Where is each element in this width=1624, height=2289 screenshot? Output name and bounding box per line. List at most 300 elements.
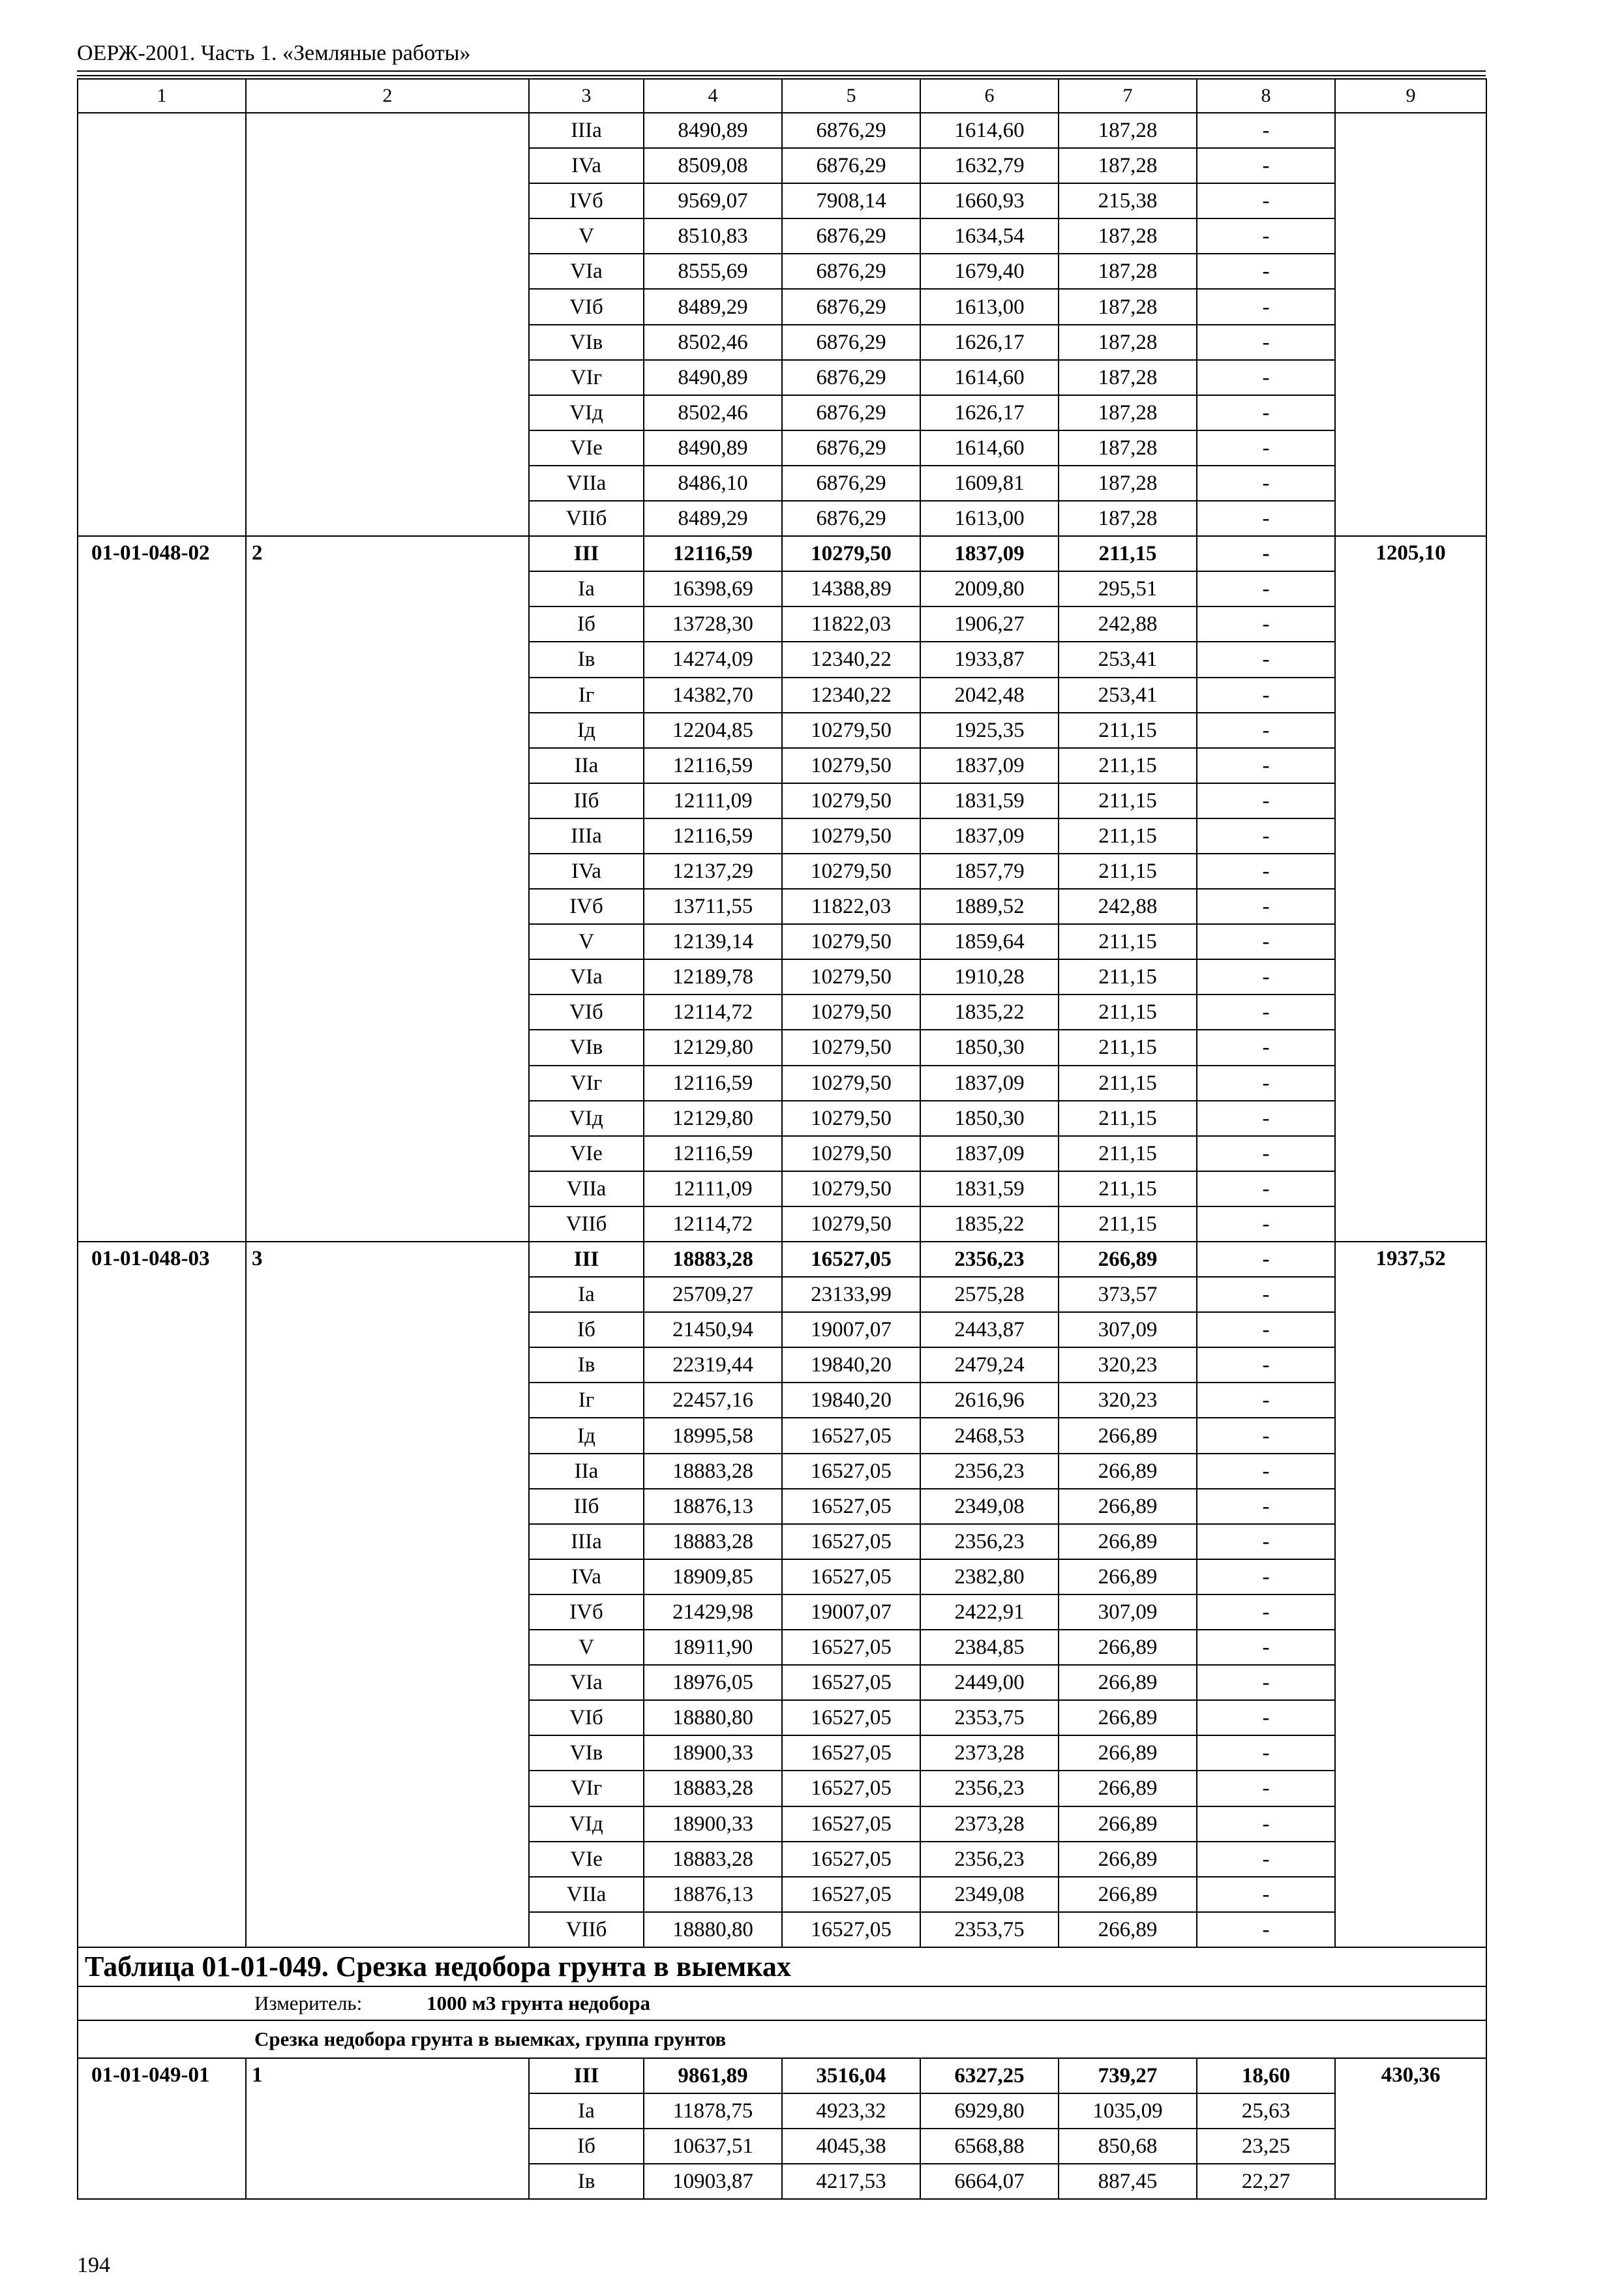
table-cell: 12111,09	[644, 783, 782, 818]
table-cell: 1831,59	[920, 783, 1059, 818]
table-cell: 10279,50	[782, 995, 920, 1030]
table-cell: 187,28	[1059, 218, 1197, 254]
table-cell: 6929,80	[920, 2093, 1059, 2129]
table-cell: 16527,05	[782, 1489, 920, 1524]
table-cell: 12116,59	[644, 818, 782, 854]
rate-number: 3	[246, 1242, 529, 1947]
table-cell: 307,09	[1059, 1312, 1197, 1347]
table-cell: 6664,07	[920, 2164, 1059, 2199]
table-cell: V	[529, 218, 644, 254]
table-cell: 18909,85	[644, 1559, 782, 1594]
table-cell: 21429,98	[644, 1594, 782, 1630]
table-cell: 18900,33	[644, 1806, 782, 1842]
table-cell: 1859,64	[920, 924, 1059, 959]
table-cell: 16527,05	[782, 1877, 920, 1912]
table-cell: -	[1197, 1665, 1335, 1700]
table-cell: -	[1197, 1418, 1335, 1453]
column-number: 4	[644, 79, 782, 113]
table-cell: 10279,50	[782, 1101, 920, 1136]
table-cell: 1609,81	[920, 466, 1059, 501]
table-cell: 10279,50	[782, 536, 920, 571]
table-cell: -	[1197, 748, 1335, 783]
table-cell: 6876,29	[782, 501, 920, 536]
table-cell: 12139,14	[644, 924, 782, 959]
table-cell: 211,15	[1059, 1136, 1197, 1171]
table-cell: IVб	[529, 1594, 644, 1630]
table-cell: -	[1197, 430, 1335, 466]
table-cell: Ia	[529, 2093, 644, 2129]
table-cell: 307,09	[1059, 1594, 1197, 1630]
table-cell: VIIб	[529, 1912, 644, 1947]
table-cell: 13711,55	[644, 889, 782, 924]
table-cell: 2009,80	[920, 571, 1059, 606]
table-cell: 295,51	[1059, 571, 1197, 606]
table-cell: 14274,09	[644, 642, 782, 677]
table-cell: 187,28	[1059, 501, 1197, 536]
table-cell: -	[1197, 1030, 1335, 1065]
table-cell: 187,28	[1059, 430, 1197, 466]
table-cell: -	[1197, 1312, 1335, 1347]
table-cell: -	[1197, 1347, 1335, 1383]
table-cell: 1634,54	[920, 218, 1059, 254]
table-cell: 6876,29	[782, 148, 920, 183]
table-cell: 266,89	[1059, 1454, 1197, 1489]
table-cell: 211,15	[1059, 995, 1197, 1030]
table-cell: 12189,78	[644, 959, 782, 995]
table-cell: 18880,80	[644, 1912, 782, 1947]
table-cell: -	[1197, 536, 1335, 571]
table-cell: -	[1197, 1242, 1335, 1277]
table-cell: -	[1197, 713, 1335, 748]
table-cell: -	[1197, 395, 1335, 430]
table-cell: 2353,75	[920, 1700, 1059, 1735]
table-cell: Iб	[529, 606, 644, 642]
table-cell: 10279,50	[782, 713, 920, 748]
table-cell: 18883,28	[644, 1842, 782, 1877]
table-cell: 16527,05	[782, 1242, 920, 1277]
table-cell: 266,89	[1059, 1842, 1197, 1877]
table-cell: VIв	[529, 1030, 644, 1065]
table-cell: 11822,03	[782, 889, 920, 924]
table-cell: Iг	[529, 678, 644, 713]
table-cell: 187,28	[1059, 148, 1197, 183]
table-cell: VIг	[529, 360, 644, 395]
table-cell: 2042,48	[920, 678, 1059, 713]
table-cell: -	[1197, 1559, 1335, 1594]
table-cell: 1837,09	[920, 1136, 1059, 1171]
table-cell: 13728,30	[644, 606, 782, 642]
table-cell: VIa	[529, 959, 644, 995]
table-cell: 11822,03	[782, 606, 920, 642]
table-cell: -	[1197, 113, 1335, 148]
table-cell: 10279,50	[782, 959, 920, 995]
table-cell: 1626,17	[920, 325, 1059, 360]
table-cell: 320,23	[1059, 1383, 1197, 1418]
table-cell: 373,57	[1059, 1277, 1197, 1312]
table-cell: 1835,22	[920, 995, 1059, 1030]
table-cell: -	[1197, 571, 1335, 606]
column-number-row	[78, 79, 1486, 113]
table-cell: 1035,09	[1059, 2093, 1197, 2129]
table-cell: 12129,80	[644, 1030, 782, 1065]
table-cell: 1857,79	[920, 854, 1059, 889]
table-cell: 12116,59	[644, 536, 782, 571]
table-cell: 2349,08	[920, 1877, 1059, 1912]
table-cell: 211,15	[1059, 748, 1197, 783]
table-cell: 2479,24	[920, 1347, 1059, 1383]
column-number: 2	[246, 79, 529, 113]
table-cell: 8490,89	[644, 113, 782, 148]
table-cell: -	[1197, 1700, 1335, 1735]
table-cell: IIIa	[529, 113, 644, 148]
table-cell: V	[529, 1630, 644, 1665]
table-cell: Iв	[529, 1347, 644, 1383]
table-cell: 18876,13	[644, 1489, 782, 1524]
table-cell: 1679,40	[920, 254, 1059, 289]
table-cell: 211,15	[1059, 1066, 1197, 1101]
table-cell: 266,89	[1059, 1489, 1197, 1524]
table-cell: IVa	[529, 854, 644, 889]
table-cell: 2384,85	[920, 1630, 1059, 1665]
table-cell: 2353,75	[920, 1912, 1059, 1947]
table-cell: 7908,14	[782, 183, 920, 218]
table-cell: -	[1197, 1524, 1335, 1559]
table-cell: 887,45	[1059, 2164, 1197, 2199]
header-rule	[77, 70, 1486, 72]
table-cell: -	[1197, 606, 1335, 642]
table-cell: 16527,05	[782, 1806, 920, 1842]
measure-value: 1000 м3 грунта недобора	[427, 1991, 650, 2014]
table-cell: 6876,29	[782, 430, 920, 466]
table-cell: 266,89	[1059, 1912, 1197, 1947]
table-cell: 266,89	[1059, 1559, 1197, 1594]
table-cell: 12129,80	[644, 1101, 782, 1136]
table-cell: 211,15	[1059, 1206, 1197, 1242]
table-cell: -	[1197, 218, 1335, 254]
table-cell: -	[1197, 678, 1335, 713]
table-cell: IVб	[529, 183, 644, 218]
header-rule-second	[77, 75, 1486, 76]
table-cell: 2382,80	[920, 1559, 1059, 1594]
table-cell: 18883,28	[644, 1524, 782, 1559]
table-cell: 2349,08	[920, 1489, 1059, 1524]
table-cell: 12204,85	[644, 713, 782, 748]
table-cell: 16527,05	[782, 1665, 920, 1700]
table-cell: 1626,17	[920, 395, 1059, 430]
table-cell: -	[1197, 1066, 1335, 1101]
measure-row	[78, 1986, 1486, 2020]
table-cell: 6876,29	[782, 218, 920, 254]
table-cell: VIa	[529, 254, 644, 289]
table-cell: VIг	[529, 1771, 644, 1806]
table-cell: 187,28	[1059, 466, 1197, 501]
rate-code: 01-01-048-02	[78, 536, 246, 1242]
table-cell: 16398,69	[644, 571, 782, 606]
table-cell: -	[1197, 1912, 1335, 1947]
table-cell: 215,38	[1059, 183, 1197, 218]
table-cell: 187,28	[1059, 289, 1197, 324]
table-cell: IIa	[529, 1454, 644, 1489]
table-cell: V	[529, 924, 644, 959]
rate-number: 2	[246, 536, 529, 1242]
table-cell: Iд	[529, 1418, 644, 1453]
rate-total: 1205,10	[1335, 536, 1486, 1242]
table-cell: VIб	[529, 1700, 644, 1735]
table-cell: VIб	[529, 995, 644, 1030]
table-cell: 12116,59	[644, 1066, 782, 1101]
table-cell: 16527,05	[782, 1912, 920, 1947]
table-cell: 2356,23	[920, 1454, 1059, 1489]
table-cell: IIIa	[529, 1524, 644, 1559]
table-cell: 266,89	[1059, 1242, 1197, 1277]
table-cell: 10279,50	[782, 1171, 920, 1206]
table-cell: 23,25	[1197, 2129, 1335, 2164]
table-cell: -	[1197, 1136, 1335, 1171]
table-cell: VIIб	[529, 1206, 644, 1242]
table-cell: 1925,35	[920, 713, 1059, 748]
table-cell: 266,89	[1059, 1771, 1197, 1806]
table-cell: 18883,28	[644, 1454, 782, 1489]
table-cell: 19007,07	[782, 1594, 920, 1630]
table-cell: 9861,89	[644, 2058, 782, 2093]
table-cell: VIг	[529, 1066, 644, 1101]
table-cell: -	[1197, 1877, 1335, 1912]
table-cell: -	[1197, 501, 1335, 536]
table-cell: 187,28	[1059, 395, 1197, 430]
table-cell: 9569,07	[644, 183, 782, 218]
table-cell: Iд	[529, 713, 644, 748]
table-cell: VIд	[529, 1806, 644, 1842]
table-cell: 253,41	[1059, 642, 1197, 677]
table-cell: VIIб	[529, 501, 644, 536]
table-cell: 1835,22	[920, 1206, 1059, 1242]
table-cell: 18,60	[1197, 2058, 1335, 2093]
table-row	[78, 113, 1486, 148]
table-cell: -	[1197, 1171, 1335, 1206]
table-cell: 2575,28	[920, 1277, 1059, 1312]
table-cell: 8489,29	[644, 501, 782, 536]
table-cell: 1613,00	[920, 501, 1059, 536]
table-cell: 2422,91	[920, 1594, 1059, 1630]
table-cell: 16527,05	[782, 1524, 920, 1559]
table-cell: Iв	[529, 2164, 644, 2199]
table-cell: Iб	[529, 1312, 644, 1347]
table-cell: 266,89	[1059, 1418, 1197, 1453]
column-number: 3	[529, 79, 644, 113]
table-cell: 19840,20	[782, 1347, 920, 1383]
table-cell: 1837,09	[920, 1066, 1059, 1101]
table-cell: 8486,10	[644, 466, 782, 501]
table-cell: -	[1197, 254, 1335, 289]
table-cell: 211,15	[1059, 1101, 1197, 1136]
table-cell: 2356,23	[920, 1242, 1059, 1277]
table-cell: 187,28	[1059, 360, 1197, 395]
rate-code: 01-01-049-01	[78, 2058, 246, 2199]
table-cell: -	[1197, 1735, 1335, 1771]
table-cell: -	[1197, 889, 1335, 924]
table-cell: 266,89	[1059, 1806, 1197, 1842]
table-cell: VIв	[529, 325, 644, 360]
table-cell: 16527,05	[782, 1735, 920, 1771]
table-cell: -	[1197, 289, 1335, 324]
table-cell: 10279,50	[782, 1066, 920, 1101]
table-cell: -	[1197, 1806, 1335, 1842]
table-cell: 19007,07	[782, 1312, 920, 1347]
table-cell: 211,15	[1059, 1030, 1197, 1065]
table-cell: 23133,99	[782, 1277, 920, 1312]
table-cell: -	[1197, 959, 1335, 995]
table-cell: 22319,44	[644, 1347, 782, 1383]
table-cell: 6876,29	[782, 325, 920, 360]
table-cell: 8509,08	[644, 148, 782, 183]
table-cell: 22,27	[1197, 2164, 1335, 2199]
table-cell: -	[1197, 1489, 1335, 1524]
table-title-row	[78, 1947, 1486, 1986]
name-cell	[246, 113, 529, 536]
table-cell: 16527,05	[782, 1771, 920, 1806]
table-cell: 12340,22	[782, 678, 920, 713]
table-cell: 10279,50	[782, 1136, 920, 1171]
table-cell: 187,28	[1059, 325, 1197, 360]
table-cell: 6876,29	[782, 466, 920, 501]
table-cell: 22457,16	[644, 1383, 782, 1418]
table-cell: 1837,09	[920, 818, 1059, 854]
table-cell: 242,88	[1059, 889, 1197, 924]
table-cell: 10279,50	[782, 783, 920, 818]
table-cell: 3516,04	[782, 2058, 920, 2093]
table-cell: 1831,59	[920, 1171, 1059, 1206]
table-cell: 21450,94	[644, 1312, 782, 1347]
table-cell: IVб	[529, 889, 644, 924]
table-cell: -	[1197, 1594, 1335, 1630]
table-cell: 2616,96	[920, 1383, 1059, 1418]
table-cell: -	[1197, 183, 1335, 218]
table-cell: IVa	[529, 1559, 644, 1594]
table-cell: 211,15	[1059, 924, 1197, 959]
table-cell: -	[1197, 995, 1335, 1030]
table-cell: 1614,60	[920, 360, 1059, 395]
rate-total: 1937,52	[1335, 1242, 1486, 1947]
column-number: 1	[78, 79, 246, 113]
table-cell: VIд	[529, 1101, 644, 1136]
table-cell: 6876,29	[782, 360, 920, 395]
table-cell: 18876,13	[644, 1877, 782, 1912]
table-cell: 6876,29	[782, 395, 920, 430]
table-cell: 10279,50	[782, 1030, 920, 1065]
table-cell: 8490,89	[644, 430, 782, 466]
table-cell: -	[1197, 1277, 1335, 1312]
table-cell: 253,41	[1059, 678, 1197, 713]
table-cell: 12114,72	[644, 995, 782, 1030]
table-cell: -	[1197, 148, 1335, 183]
table-cell: -	[1197, 1842, 1335, 1877]
table-cell: 18900,33	[644, 1735, 782, 1771]
table-cell: 12137,29	[644, 854, 782, 889]
table-cell: 6876,29	[782, 254, 920, 289]
table-cell: 18911,90	[644, 1630, 782, 1665]
table-cell: 4217,53	[782, 2164, 920, 2199]
table-cell: Iг	[529, 1383, 644, 1418]
table-cell: 266,89	[1059, 1735, 1197, 1771]
table-cell: 1837,09	[920, 748, 1059, 783]
table-cell: Ia	[529, 1277, 644, 1312]
table-cell: 10637,51	[644, 2129, 782, 2164]
table-cell: -	[1197, 325, 1335, 360]
table-cell: 4923,32	[782, 2093, 920, 2129]
table-cell: 10279,50	[782, 748, 920, 783]
rate-number: 1	[246, 2058, 529, 2199]
table-cell: -	[1197, 360, 1335, 395]
table-cell: VIIa	[529, 1171, 644, 1206]
table-cell: 2356,23	[920, 1842, 1059, 1877]
table-cell: 16527,05	[782, 1842, 920, 1877]
table-cell: 10903,87	[644, 2164, 782, 2199]
table-cell: VIe	[529, 1136, 644, 1171]
table-cell: -	[1197, 1383, 1335, 1418]
table-cell: 187,28	[1059, 254, 1197, 289]
table-cell: 1906,27	[920, 606, 1059, 642]
page-number: 194	[77, 2253, 110, 2277]
table-cell: 1933,87	[920, 642, 1059, 677]
table-cell: VIe	[529, 1842, 644, 1877]
code-cell	[78, 113, 246, 536]
rate-code: 01-01-048-03	[78, 1242, 246, 1947]
table-cell: 2356,23	[920, 1524, 1059, 1559]
table-cell: 211,15	[1059, 1171, 1197, 1206]
table-cell: 1660,93	[920, 183, 1059, 218]
table-cell: 266,89	[1059, 1630, 1197, 1665]
table-cell: 266,89	[1059, 1877, 1197, 1912]
column-number: 5	[782, 79, 920, 113]
table-cell: 1613,00	[920, 289, 1059, 324]
table-cell: 8510,83	[644, 218, 782, 254]
table-cell: 10279,50	[782, 1206, 920, 1242]
table-cell: 242,88	[1059, 606, 1197, 642]
table-cell: IIIa	[529, 818, 644, 854]
table-cell: Ia	[529, 571, 644, 606]
table-cell: 211,15	[1059, 959, 1197, 995]
table-cell: 1614,60	[920, 430, 1059, 466]
table-cell: -	[1197, 642, 1335, 677]
table-cell: IIб	[529, 1489, 644, 1524]
table-cell: 2373,28	[920, 1735, 1059, 1771]
table-cell: 2449,00	[920, 1665, 1059, 1700]
table-cell: 320,23	[1059, 1347, 1197, 1383]
table-cell: 16527,05	[782, 1700, 920, 1735]
table-cell: IVa	[529, 148, 644, 183]
table-cell: III	[529, 1242, 644, 1277]
table-cell: -	[1197, 466, 1335, 501]
table-cell: 211,15	[1059, 536, 1197, 571]
table-cell: 10279,50	[782, 818, 920, 854]
table-cell: 8502,46	[644, 395, 782, 430]
table-cell: 12116,59	[644, 1136, 782, 1171]
table-cell: VIa	[529, 1665, 644, 1700]
table-cell: 18880,80	[644, 1700, 782, 1735]
table-cell: 16527,05	[782, 1559, 920, 1594]
table-cell: 739,27	[1059, 2058, 1197, 2093]
table-cell: 211,15	[1059, 713, 1197, 748]
table-cell: -	[1197, 1454, 1335, 1489]
table-cell: 25709,27	[644, 1277, 782, 1312]
table-cell: -	[1197, 1206, 1335, 1242]
table-cell: Iв	[529, 642, 644, 677]
table-cell: 16527,05	[782, 1630, 920, 1665]
document-header: ОЕРЖ-2001. Часть 1. «Земляные работы»	[77, 41, 471, 65]
table-cell: 1850,30	[920, 1101, 1059, 1136]
table-cell: 14388,89	[782, 571, 920, 606]
table-cell: IIб	[529, 783, 644, 818]
